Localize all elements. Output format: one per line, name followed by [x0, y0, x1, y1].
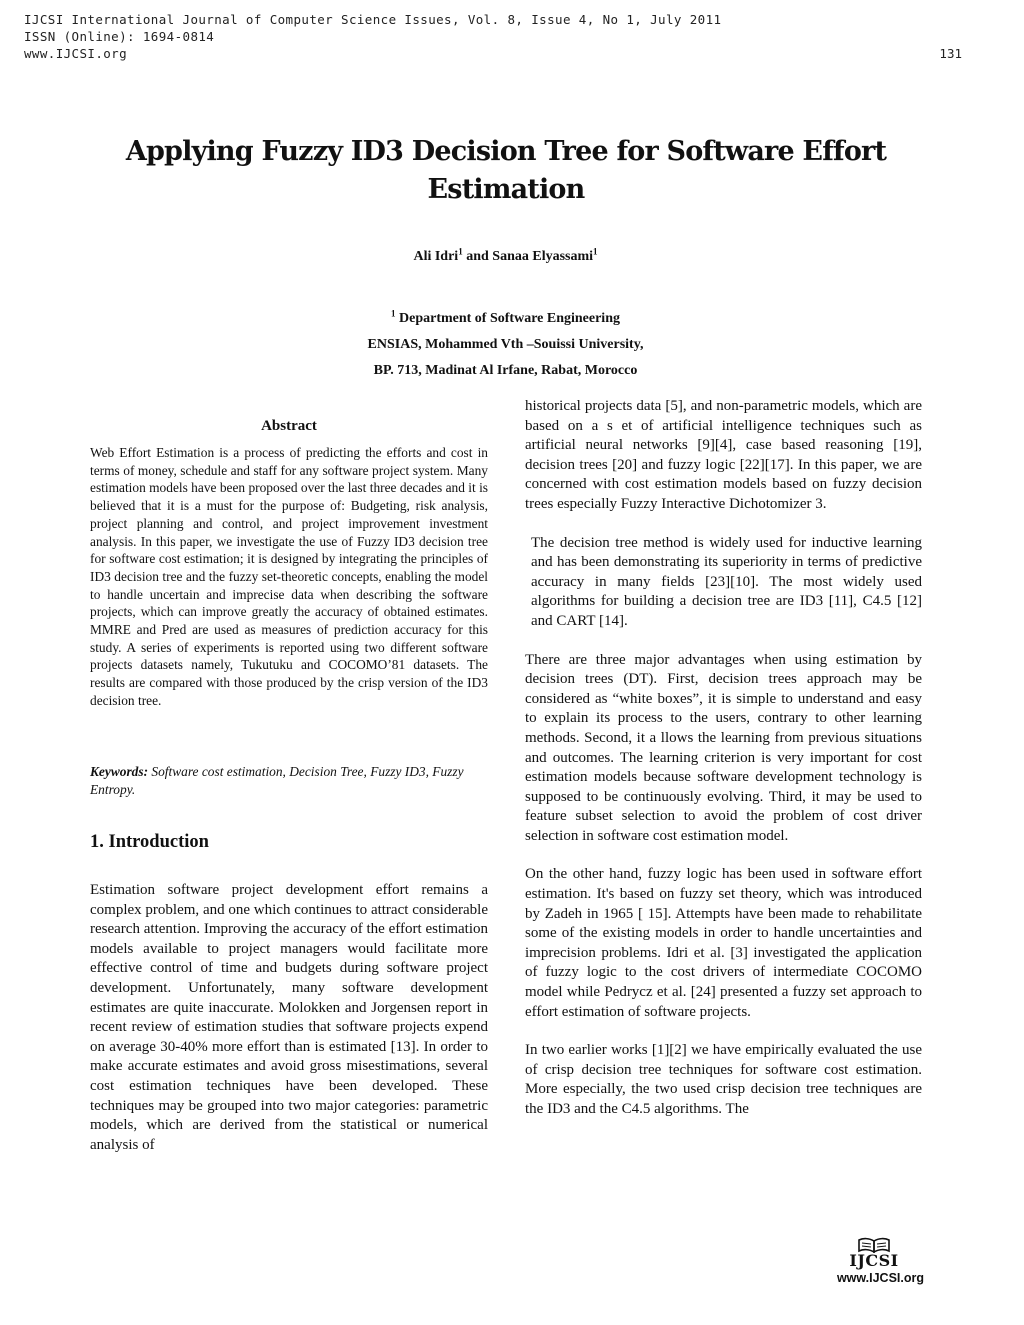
- page-number: 131: [939, 46, 962, 61]
- right-paragraph-5: In two earlier works [1][2] we have empirically evaluated the use of crisp decision tree techniques for software cost estimation. More especially, the two used crisp decision tree techniques are the ID3 and the C4.5 algorithms. The: [525, 1042, 922, 1117]
- paper-title: [90, 133, 922, 209]
- department-name: Department of Software Engineering: [395, 311, 620, 326]
- affiliation-address: BP. 713, Madinat Al Irfane, Rabat, Morocco: [373, 363, 638, 378]
- title-line-2: Estimation: [427, 174, 585, 205]
- affiliation-block: [0, 306, 1011, 384]
- author-2: Sanaa Elyassami: [492, 249, 594, 264]
- right-paragraph-2: The decision tree method is widely used for inductive learning and has been demonstrating its superiority in terms of predictive accuracy in many fields [23][10]. The most widely used algorithms for building a decision tree are ID3 [11], C4.5 [12] and CART [14].: [531, 534, 922, 629]
- introduction-paragraph: Estimation software project development effort remains a complex problem, and one which continues to attract considerable research attention. Improving the accuracy of the effort estimation models available to project managers would facilitate more effective control of time and budgets during software project development. Unfortunately, many software development estimates are quite inaccurate. Molokken and Jorgensen report in recent review of estimation studies that software projects expend on average 30-40% more effort than is estimated [13]. In order to make accurate estimates and avoid gross misestimations, several cost estimation techniques have been developed. These techniques may be grouped into two major categories: parametric models, which are derived from the statistical or numerical analysis of: [90, 882, 488, 1153]
- right-column: [525, 397, 922, 1139]
- right-paragraph-4: On the other hand, fuzzy logic has been used in software effort estimation. It's based on fuzzy set theory, which was introduced by Zadeh in 1965 [ 15]. Attempts have been made to rehabilitate some of the existing models in order to handle uncertainties and imprecision problems. Idri et al. [3] investigated the application of fuzzy logic to the cost drivers of intermediate COCOMO model while Pedrycz et al. [24] presented a fuzzy set approach to effort estimation of software projects.: [525, 866, 922, 1020]
- publisher-logo: [824, 1237, 924, 1269]
- affiliation-department: [0, 306, 1011, 332]
- section-heading-introduction: 1. Introduction: [90, 832, 209, 852]
- keywords-text: Software cost estimation, Decision Tree, Fuzzy ID3, Fuzzy Entropy.: [90, 764, 464, 797]
- journal-line: IJCSI International Journal of Computer Science Issues, Vol. 8, Issue 4, No 1, July 2011: [24, 12, 722, 27]
- abstract-heading: Abstract: [261, 418, 317, 434]
- title-line-1: Applying Fuzzy ID3 Decision Tree for Software Effort: [125, 136, 887, 167]
- issn-line: ISSN (Online): 1694-0814: [24, 29, 215, 44]
- author-2-affiliation-mark: 1: [593, 246, 598, 257]
- affiliation-mark: 1: [391, 308, 396, 319]
- footer-url: www.IJCSI.org: [836, 1271, 924, 1285]
- author-connector: and: [462, 249, 493, 264]
- website-line: www.IJCSI.org: [24, 46, 128, 61]
- keywords: [90, 763, 488, 798]
- author-1: Ali Idri: [413, 249, 459, 264]
- keywords-label: Keywords:: [90, 764, 149, 779]
- author-1-affiliation-mark: 1: [458, 246, 463, 257]
- running-header: [24, 11, 721, 62]
- author-list: [0, 246, 1011, 265]
- affiliation-school: ENSIAS, Mohammed Vth –Souissi University,: [367, 337, 644, 352]
- logo-text: IJCSI: [849, 1251, 899, 1270]
- right-paragraph-1: historical projects data [5], and non-parametric models, which are based on a s et of artificial intelligence techniques such as artificial neural networks [9][4], case based reasoning [19], decision trees [20] and fuzzy logic [22][17]. In this paper, we are concerned with cost estimation models based on fuzzy decision trees especially Fuzzy Interactive Dichotomizer 3.: [525, 398, 922, 512]
- abstract-text: Web Effort Estimation is a process of predicting the efforts and cost in terms of money, schedule and staff for any software project system. Many estimation models have been proposed over the last three decades and it is believed that it is a must for the purpose of: Budgeting, risk analysis, project planning and control, and project improvement investment analysis. In this paper, we investigate the use of Fuzzy ID3 decision tree for software cost estimation; it is designed by integrating the principles of ID3 decision tree and the fuzzy set-theoretic concepts, enabling the model to handle uncertain and imprecise data when describing the software projects, which can improve greatly the accuracy of obtained estimates. MMRE and Pred are used as measures of prediction accuracy for this study. A series of experiments is reported using two different software projects datasets namely, Tukutuku and COCOMO’81 datasets. The results are compared with those produced by the crisp version of the ID3 decision tree.: [90, 445, 488, 708]
- right-paragraph-3: There are three major advantages when using estimation by decision trees (DT). First, decision trees approach may be considered as “white boxes”, it is simple to understand and easy to explain its process to the users, contrary to other learning methods. Second, it a llows the learning from previous situations and outcomes. The learning criterion is very important for cost estimation models because software development technology is supposed to be continuously evolving. Third, it may be used to feature subset selection to avoid the problem of cost driver selection in software cost estimation model.: [525, 651, 922, 844]
